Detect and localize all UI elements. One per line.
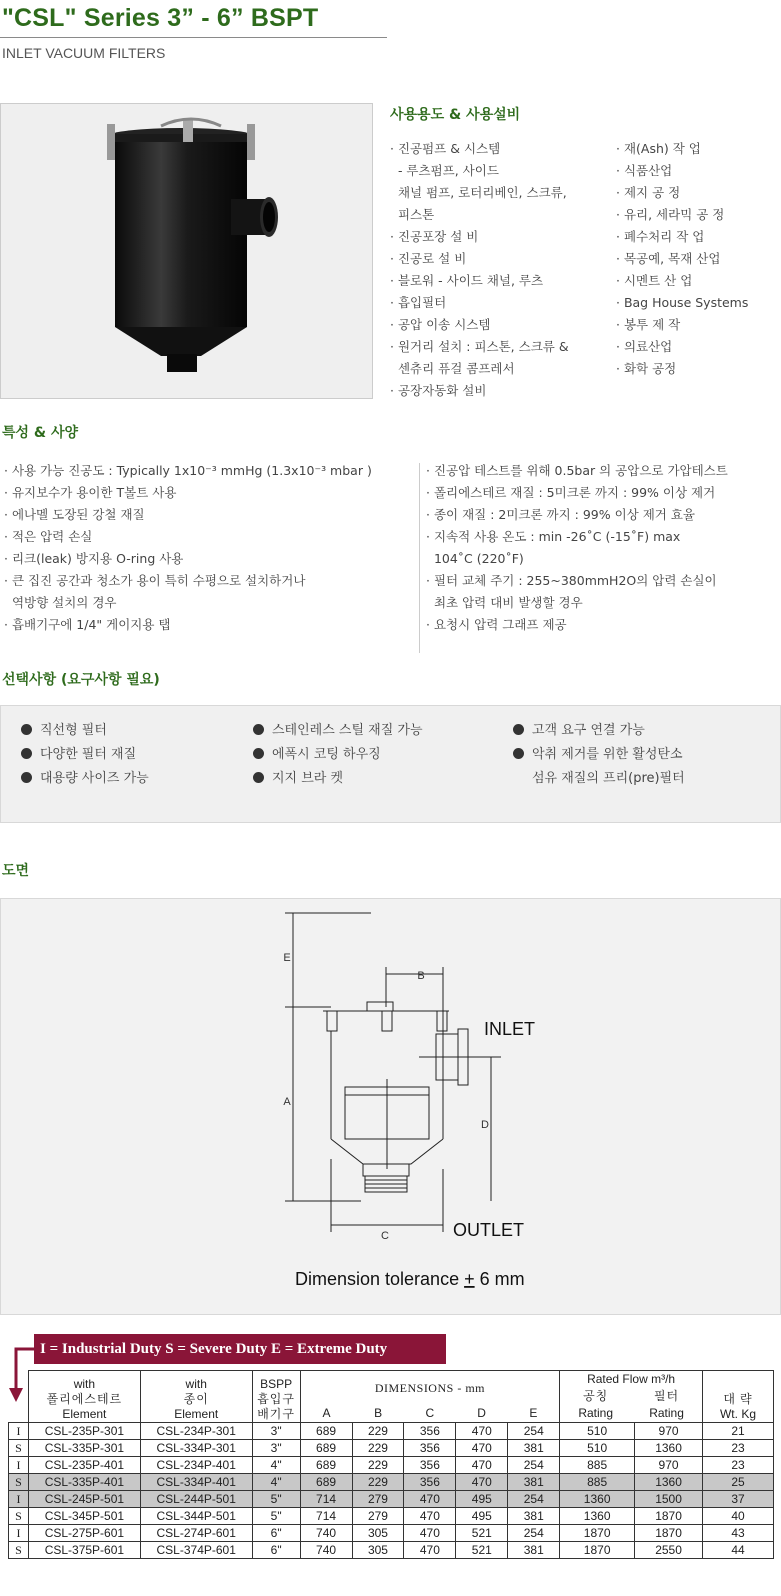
option-label: 섬유 재질의 프리(pre)필터 [532, 771, 685, 786]
table-cell-e: 254 [508, 1457, 560, 1474]
dimension-tolerance: Dimension tolerance + 6 mm [295, 1269, 525, 1289]
list-item: · 폴리에스테르 재질 : 5미크론 까지 : 99% 이상 제거 [426, 485, 716, 500]
table-cell-wt: 44 [703, 1542, 774, 1559]
product-photo [0, 103, 373, 399]
bullet-icon [21, 748, 32, 759]
table-cell-b: 229 [352, 1423, 404, 1440]
list-item: · 시멘트 산 업 [616, 273, 693, 288]
option-label: 대용량 사이즈 가능 [40, 771, 149, 786]
table-cell-nom: 1360 [560, 1491, 635, 1508]
list-item: 피스톤 [390, 207, 435, 222]
table-cell-b: 279 [352, 1491, 404, 1508]
list-item: · 유리, 세라믹 공 정 [616, 207, 725, 222]
table-cell-filt: 1870 [635, 1525, 703, 1542]
list-item: · 흡입필터 [390, 295, 447, 310]
table-cell-paper: CSL-244P-501 [140, 1491, 252, 1508]
table-cell-poly: CSL-235P-301 [28, 1423, 140, 1440]
table-cell-c: 470 [404, 1491, 456, 1508]
features-divider [419, 463, 420, 653]
list-item: · 리크(leak) 방지용 O-ring 사용 [4, 551, 184, 566]
table-cell-b: 229 [352, 1474, 404, 1491]
list-item: - 루츠펌프, 사이드 [390, 163, 499, 178]
table-cell-d: 521 [456, 1525, 508, 1542]
list-item: 채널 펌프, 로터리베인, 스크류, [390, 185, 567, 200]
list-item: 104˚C (220˚F) [426, 551, 524, 566]
table-cell-d: 470 [456, 1423, 508, 1440]
table-cell-nom: 885 [560, 1457, 635, 1474]
option-item [253, 743, 423, 767]
table-cell-c: 470 [404, 1508, 456, 1525]
list-item: · Bag House Systems [616, 295, 749, 310]
table-cell-c: 470 [404, 1525, 456, 1542]
table-cell-wt: 23 [703, 1440, 774, 1457]
list-item: 센츄리 퓨걸 콤프레서 [390, 361, 515, 376]
list-item: · 지속적 사용 온도 : min -26˚C (-15˚F) max [426, 529, 681, 544]
table-cell-bspp: 3" [252, 1423, 300, 1440]
outlet-label: OUTLET [453, 1220, 525, 1240]
table-cell-a: 714 [300, 1491, 352, 1508]
col-header-rated-flow: Rated Flow m³/h 공칭 필터 Rating Rating [560, 1371, 703, 1423]
table-cell-filt: 970 [635, 1457, 703, 1474]
table-row [9, 1542, 774, 1559]
usage-heading: 사용용도 & 사용설비 [390, 107, 521, 123]
option-label: 악취 제거를 위한 활성탄소 [532, 747, 683, 762]
dim-label-a: A [283, 1096, 291, 1108]
title-divider [0, 37, 387, 38]
table-cell-b: 305 [352, 1542, 404, 1559]
table-cell-d: 495 [456, 1491, 508, 1508]
table-cell-duty: S [9, 1508, 29, 1525]
table-cell-d: 470 [456, 1440, 508, 1457]
table-cell-wt: 25 [703, 1474, 774, 1491]
table-cell-c: 356 [404, 1440, 456, 1457]
table-cell-c: 356 [404, 1423, 456, 1440]
dim-label-e: E [283, 952, 291, 964]
table-cell-nom: 1360 [560, 1508, 635, 1525]
table-cell-nom: 510 [560, 1440, 635, 1457]
table-cell-duty: S [9, 1474, 29, 1491]
table-cell-c: 356 [404, 1457, 456, 1474]
options-heading: 선택사항 (요구사항 필요) [2, 672, 160, 688]
table-cell-duty: S [9, 1440, 29, 1457]
table-cell-a: 740 [300, 1525, 352, 1542]
list-item: · 요청시 압력 그래프 제공 [426, 617, 567, 632]
options-col-1 [21, 719, 149, 791]
table-cell-e: 381 [508, 1542, 560, 1559]
table-cell-poly: CSL-245P-501 [28, 1491, 140, 1508]
table-cell-filt: 1500 [635, 1491, 703, 1508]
bullet-icon [253, 772, 264, 783]
table-cell-a: 740 [300, 1542, 352, 1559]
table-cell-duty: I [9, 1423, 29, 1440]
option-label: 스테인레스 스틸 재질 가능 [272, 723, 423, 738]
table-cell-filt: 1360 [635, 1440, 703, 1457]
table-cell-wt: 43 [703, 1525, 774, 1542]
list-item: · 블로워 - 사이드 채널, 루츠 [390, 273, 544, 288]
option-item [513, 767, 685, 791]
table-cell-bspp: 4" [252, 1457, 300, 1474]
list-item: · 진공로 설 비 [390, 251, 467, 266]
option-label: 다양한 필터 재질 [40, 747, 137, 762]
spec-table [8, 1370, 774, 1559]
bullet-icon [21, 772, 32, 783]
table-cell-b: 279 [352, 1508, 404, 1525]
col-header-dimensions: DIMENSIONS - mm A B C D E [300, 1371, 560, 1423]
table-cell-wt: 40 [703, 1508, 774, 1525]
table-cell-b: 229 [352, 1440, 404, 1457]
option-item [21, 767, 149, 791]
table-cell-a: 689 [300, 1423, 352, 1440]
table-row [9, 1423, 774, 1440]
usage-list-left [390, 138, 569, 402]
bullet-icon [21, 724, 32, 735]
table-cell-paper: CSL-344P-501 [140, 1508, 252, 1525]
list-item: · 의료산업 [616, 339, 673, 354]
table-cell-paper: CSL-334P-401 [140, 1474, 252, 1491]
list-item: · 공압 이송 시스템 [390, 317, 491, 332]
table-cell-filt: 2550 [635, 1542, 703, 1559]
option-item [253, 767, 423, 791]
table-cell-poly: CSL-335P-301 [28, 1440, 140, 1457]
table-row [9, 1525, 774, 1542]
table-cell-paper: CSL-334P-301 [140, 1440, 252, 1457]
table-row [9, 1491, 774, 1508]
page-title: "CSL" Series 3” - 6” BSPT [2, 4, 319, 32]
table-cell-duty: I [9, 1457, 29, 1474]
list-item: · 진공펌프 & 시스템 [390, 141, 501, 156]
option-item [513, 719, 685, 743]
drawing-heading: 도면 [2, 863, 30, 879]
col-header-poly: with 폴리에스테르 Element [28, 1371, 140, 1423]
list-item: · 필터 교체 주기 : 255~380mmH2O의 압력 손실이 [426, 573, 717, 588]
table-cell-filt: 1870 [635, 1508, 703, 1525]
table-cell-d: 470 [456, 1474, 508, 1491]
table-row [9, 1457, 774, 1474]
table-cell-paper: CSL-234P-301 [140, 1423, 252, 1440]
table-cell-paper: CSL-274P-601 [140, 1525, 252, 1542]
list-item: · 화학 공정 [616, 361, 677, 376]
list-item: · 제지 공 정 [616, 185, 681, 200]
list-item: · 유지보수가 용이한 T볼트 사용 [4, 485, 177, 500]
table-cell-poly: CSL-335P-401 [28, 1474, 140, 1491]
dim-label-c: C [381, 1230, 389, 1242]
option-label: 고객 요구 연결 가능 [532, 723, 645, 738]
bullet-icon [253, 724, 264, 735]
bullet-icon [513, 748, 524, 759]
table-cell-bspp: 3" [252, 1440, 300, 1457]
option-label: 에폭시 코팅 하우징 [272, 747, 381, 762]
table-cell-duty: I [9, 1491, 29, 1508]
table-row [9, 1474, 774, 1491]
list-item: · 식품산업 [616, 163, 673, 178]
dimension-drawing [0, 898, 781, 1315]
duty-legend: I = Industrial Duty S = Severe Duty E = Extreme Duty [34, 1334, 446, 1364]
table-cell-bspp: 5" [252, 1491, 300, 1508]
bullet-icon [253, 748, 264, 759]
table-cell-d: 521 [456, 1542, 508, 1559]
options-col-2 [253, 719, 423, 791]
dim-label-b: B [417, 970, 425, 982]
list-item: · 목공예, 목재 산업 [616, 251, 721, 266]
features-list-left [4, 460, 372, 636]
table-cell-d: 470 [456, 1457, 508, 1474]
col-header-weight: 대 략 Wt. Kg [703, 1371, 774, 1423]
table-cell-wt: 23 [703, 1457, 774, 1474]
list-item: · 흡배기구에 1/4" 게이지용 탭 [4, 617, 171, 632]
option-label: 직선형 필터 [40, 723, 107, 738]
table-cell-wt: 37 [703, 1491, 774, 1508]
table-cell-bspp: 4" [252, 1474, 300, 1491]
list-item: 최초 압력 대비 발생할 경우 [426, 595, 583, 610]
col-header-bspp: BSPP 흡입구 배기구 [252, 1371, 300, 1423]
table-cell-duty: S [9, 1542, 29, 1559]
table-row [9, 1508, 774, 1525]
table-cell-paper: CSL-234P-401 [140, 1457, 252, 1474]
table-cell-a: 689 [300, 1474, 352, 1491]
page-subtitle: INLET VACUUM FILTERS [2, 45, 166, 61]
usage-list-right [616, 138, 748, 380]
dim-label-d: D [481, 1119, 489, 1131]
table-cell-bspp: 6" [252, 1542, 300, 1559]
table-cell-paper: CSL-374P-601 [140, 1542, 252, 1559]
list-item: · 재(Ash) 작 업 [616, 141, 701, 156]
table-cell-poly: CSL-345P-501 [28, 1508, 140, 1525]
table-cell-a: 689 [300, 1440, 352, 1457]
table-cell-a: 714 [300, 1508, 352, 1525]
table-cell-c: 356 [404, 1474, 456, 1491]
table-cell-d: 495 [456, 1508, 508, 1525]
options-col-3 [513, 719, 685, 791]
table-cell-e: 254 [508, 1525, 560, 1542]
table-cell-nom: 1870 [560, 1542, 635, 1559]
list-item: · 종이 재질 : 2미크론 까지 : 99% 이상 제거 효율 [426, 507, 695, 522]
table-cell-e: 381 [508, 1440, 560, 1457]
table-cell-nom: 1870 [560, 1525, 635, 1542]
table-cell-poly: CSL-375P-601 [28, 1542, 140, 1559]
col-header-paper: with 종이 Element [140, 1371, 252, 1423]
list-item: · 진공포장 설 비 [390, 229, 479, 244]
inlet-label: INLET [484, 1019, 536, 1039]
table-cell-duty: I [9, 1525, 29, 1542]
option-item [513, 743, 685, 767]
list-item: · 적은 압력 손실 [4, 529, 93, 544]
table-cell-a: 689 [300, 1457, 352, 1474]
table-cell-b: 305 [352, 1525, 404, 1542]
list-item: 역방향 설치의 경우 [4, 595, 117, 610]
option-item [21, 743, 149, 767]
list-item: · 에나멜 도장된 강철 재질 [4, 507, 145, 522]
table-cell-nom: 885 [560, 1474, 635, 1491]
table-cell-poly: CSL-275P-601 [28, 1525, 140, 1542]
table-cell-nom: 510 [560, 1423, 635, 1440]
list-item: · 진공압 테스트를 위해 0.5bar 의 공압으로 가압테스트 [426, 463, 728, 478]
table-cell-e: 381 [508, 1474, 560, 1491]
list-item: · 공장자동화 설비 [390, 383, 487, 398]
bullet-icon [513, 724, 524, 735]
list-item: · 원거리 설치 : 피스톤, 스크류 & [390, 339, 569, 354]
list-item: · 큰 집진 공간과 청소가 용이 특히 수평으로 설치하거나 [4, 573, 306, 588]
table-cell-c: 470 [404, 1542, 456, 1559]
list-item: · 사용 가능 진공도 : Typically 1x10⁻³ mmHg (1.3x10⁻³ mbar ) [4, 463, 372, 478]
table-cell-filt: 1360 [635, 1474, 703, 1491]
options-panel [0, 705, 781, 823]
table-cell-wt: 21 [703, 1423, 774, 1440]
features-list-right [426, 460, 728, 636]
table-cell-bspp: 5" [252, 1508, 300, 1525]
table-cell-bspp: 6" [252, 1525, 300, 1542]
table-cell-e: 254 [508, 1491, 560, 1508]
table-cell-e: 381 [508, 1508, 560, 1525]
option-label: 지지 브라 켓 [272, 771, 344, 786]
list-item: · 봉투 제 작 [616, 317, 681, 332]
table-cell-b: 229 [352, 1457, 404, 1474]
option-item [21, 719, 149, 743]
table-row [9, 1440, 774, 1457]
features-heading: 특성 & 사양 [2, 425, 79, 441]
list-item: · 폐수처리 작 업 [616, 229, 705, 244]
table-cell-filt: 970 [635, 1423, 703, 1440]
table-cell-poly: CSL-235P-401 [28, 1457, 140, 1474]
table-cell-e: 254 [508, 1423, 560, 1440]
option-item [253, 719, 423, 743]
